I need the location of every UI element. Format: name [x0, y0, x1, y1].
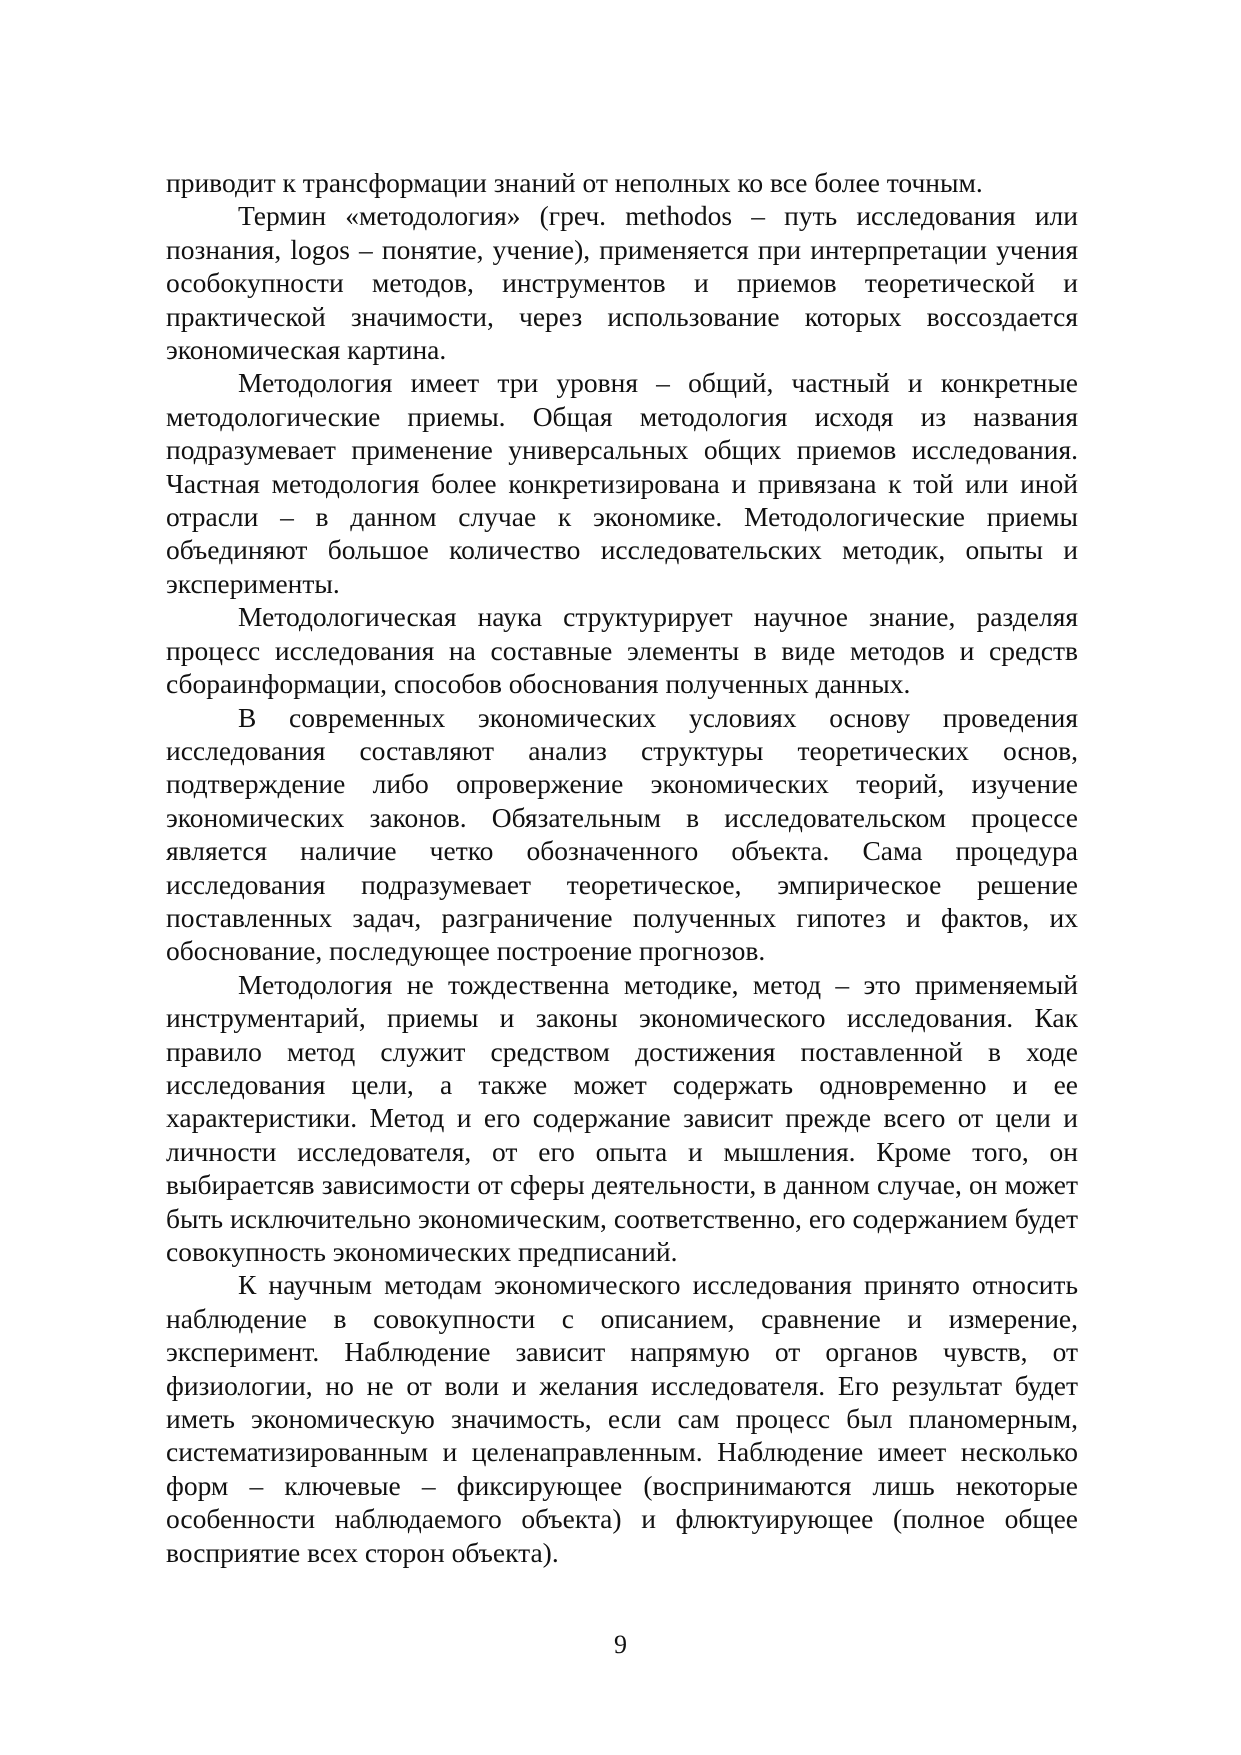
- paragraph-continuation: приводит к трансформации знаний от неполных ко все более точным.: [166, 167, 983, 198]
- paragraph-modern-conditions: В современных экономических условиях основу проведения исследования составляют анализ структуры теоретических основ, подтверждение либо опровержение экономических теорий, изучение экономических законов. Обязательным в исследовательском процессе является наличие четко обозначенного объекта. Сама процедура исследования подразумевает теоретическое, эмпирическое решение поставленных задач, разграничение полученных гипотез и фактов, их обоснование, последующее построение прогнозов.: [166, 701, 1078, 967]
- paragraph-methodological-science: Методологическая наука структурирует научное знание, разделяя процесс исследования на составные элементы в виде методов и средств сбораинформации, способов обоснования полученных данных.: [166, 601, 1078, 700]
- paragraph-method-definition: Методология не тождественна методике, метод – это применяемый инструментарий, приемы и законы экономического исследования. Как правило метод служит средством достижения поставленной в ходе исследования цели, а также может содержать одновременно и ее характеристики. Метод и его содержание зависит прежде всего от цели и личности исследователя, от его опыта и мышления. Кроме того, он выбираетсяв зависимости от сферы деятельности, в данном случае, он может быть исключительно экономическим, соответственно, его содержанием будет совокупность экономических предписаний.: [166, 968, 1078, 1267]
- body-text: [166, 166, 1078, 1569]
- paragraph-scientific-methods: К научным методам экономического исследования принято относить наблюдение в совокупности с описанием, сравнение и измерение, эксперимент. Наблюдение зависит напрямую от органов чувств, от физиологии, но не от воли и желания исследователя. Его результат будет иметь экономическую значимость, если сам процесс был планомерным, систематизированным и целенаправленным. Наблюдение имеет несколько форм – ключевые – фиксирующее (воспринимаются лишь некоторые особенности наблюдаемого объекта) и флюктуирующее (полное общее восприятие всех сторон объекта).: [166, 1269, 1078, 1568]
- paragraph-methodology-levels: Методология имеет три уровня – общий, частный и конкретные методологические приемы. Общая методология исходя из названия подразумевает применение универсальных общих приемов исследования. Частная методология более конкретизирована и привязана к той или иной отрасли – в данном случае к экономике. Методологические приемы объединяют большое количество исследовательских методик, опыты и эксперименты.: [166, 367, 1078, 599]
- paragraph-methodology-term: Термин «методология» (греч. methodos – путь исследования или познания, logos – понятие, учение), применяется при интерпретации учения особокупности методов, инструментов и приемов теоретической и практической значимости, через использование которых воссоздается экономическая картина.: [166, 200, 1078, 366]
- page-number: 9: [614, 1630, 627, 1659]
